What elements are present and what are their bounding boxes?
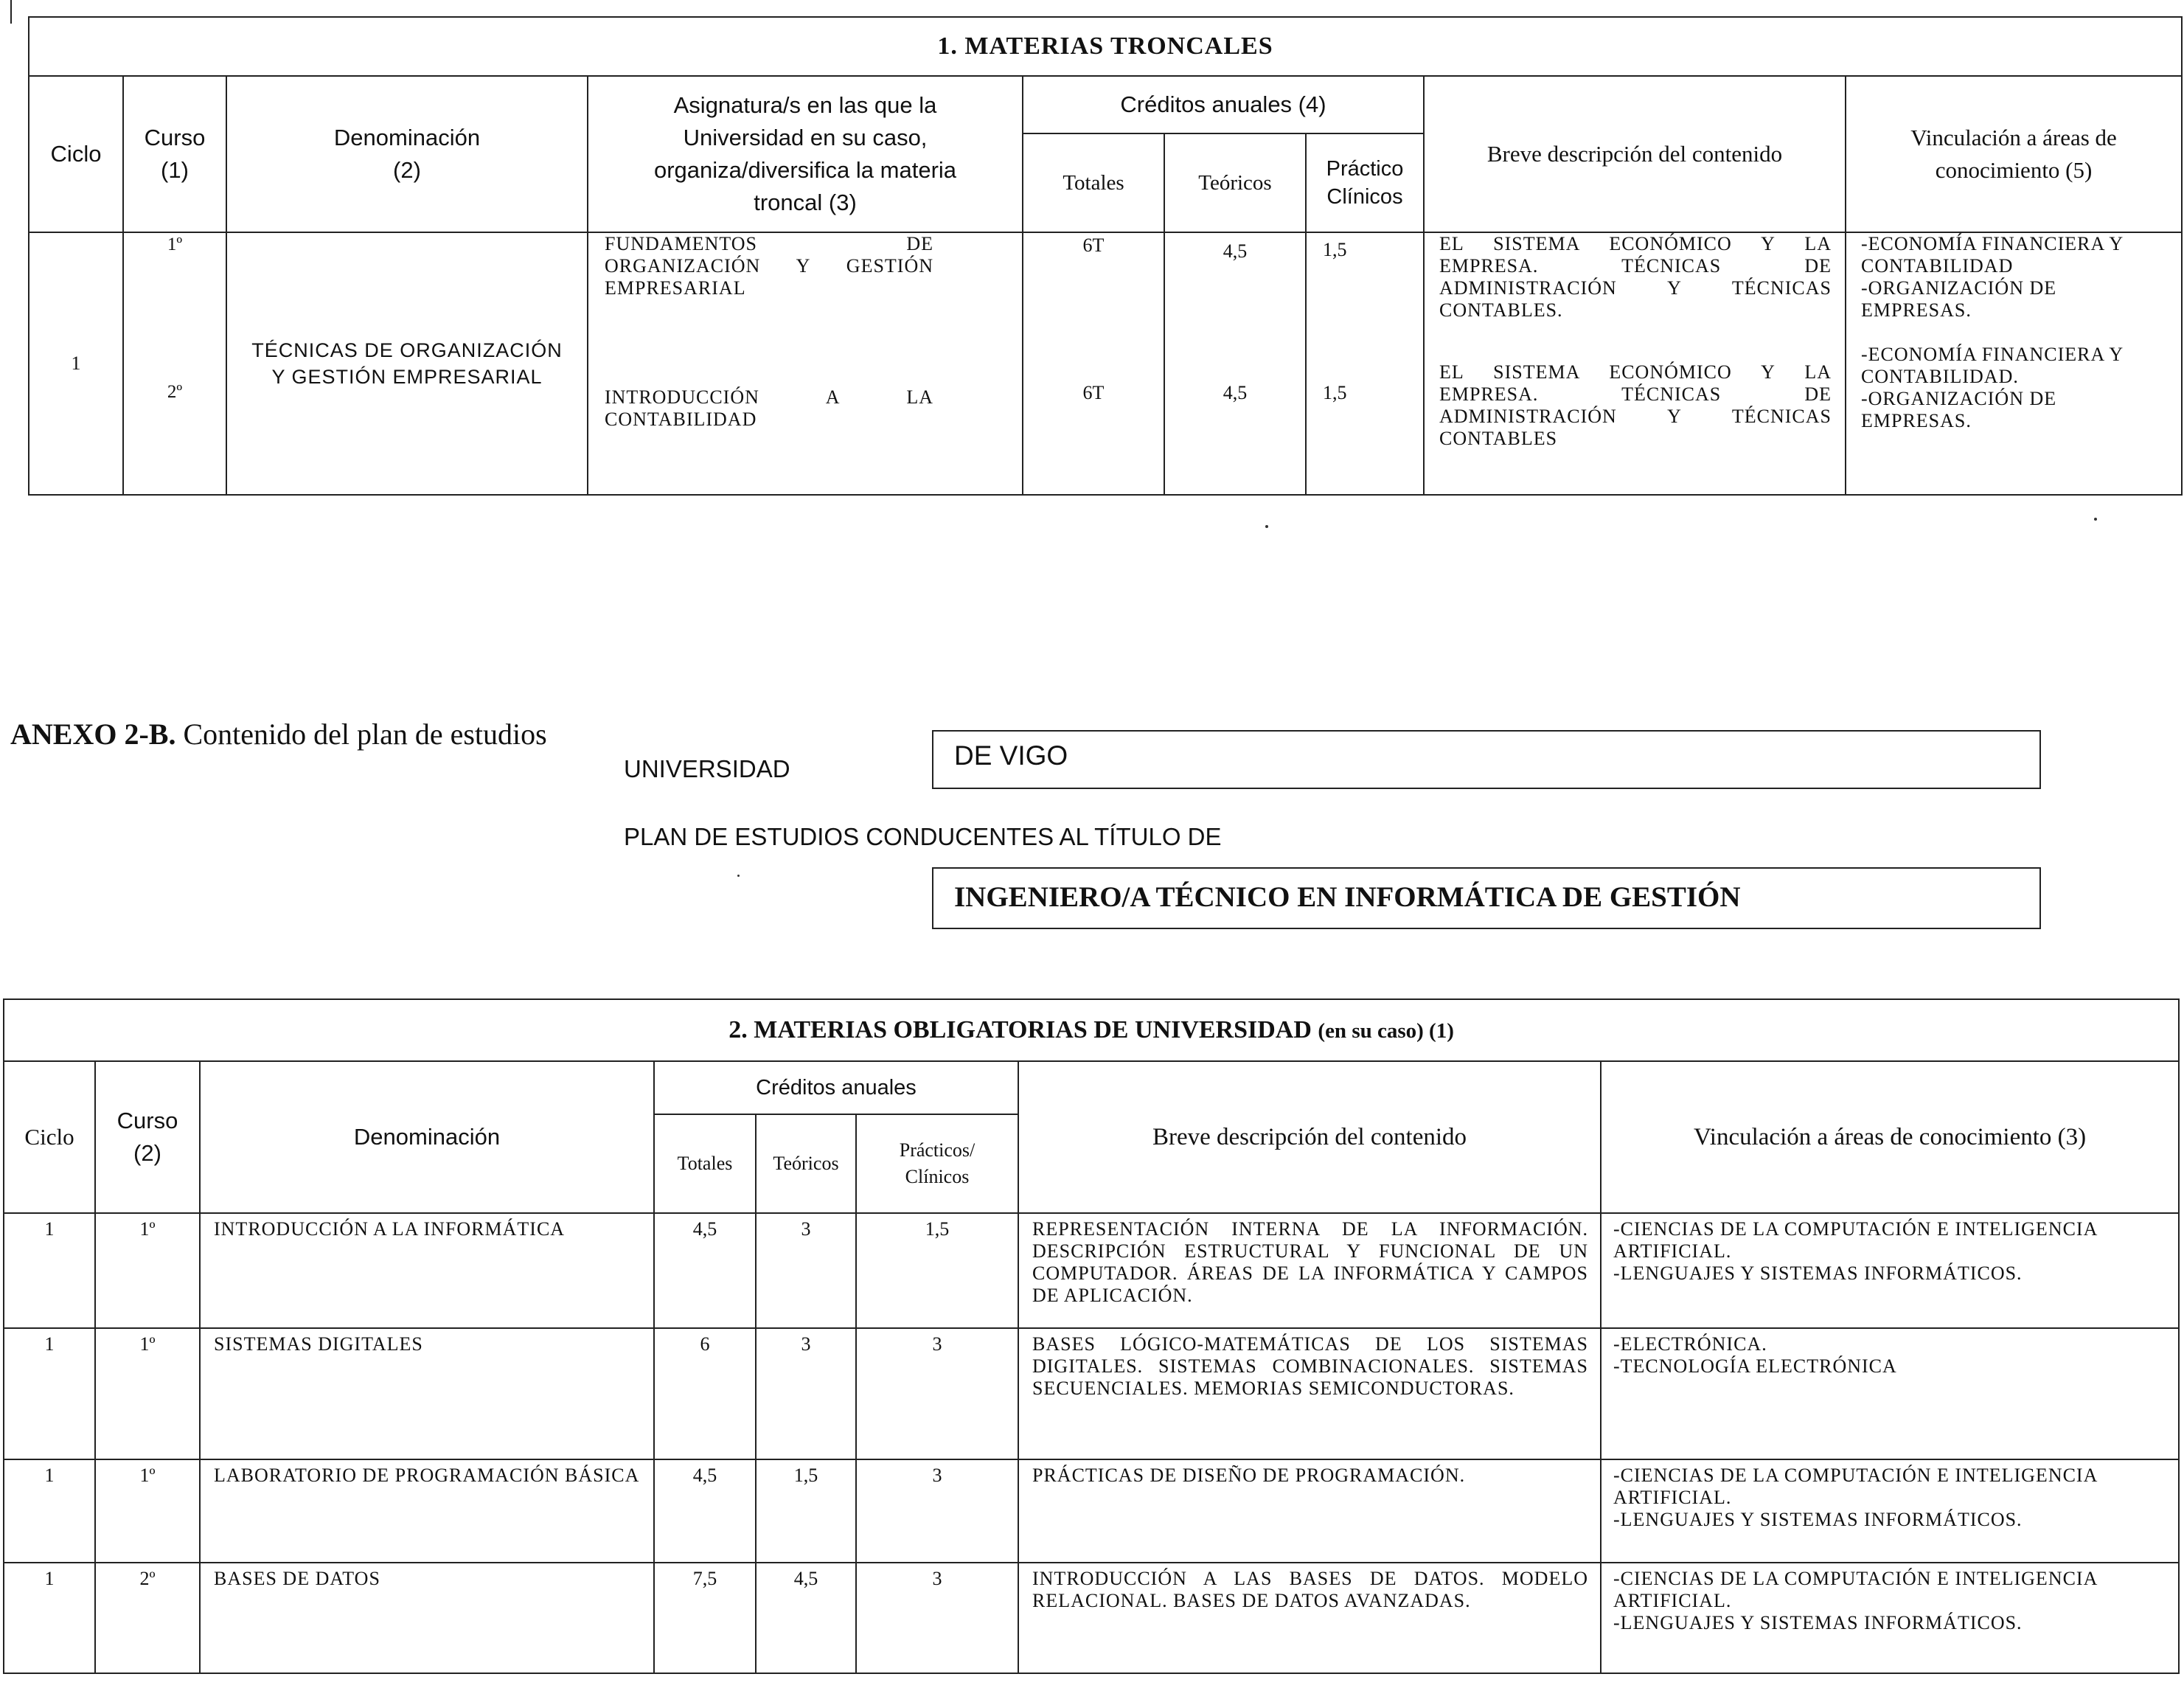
- header-creditos-anuales: Créditos anuales: [654, 1061, 1018, 1114]
- header-teoricos: Teóricos: [1164, 133, 1306, 232]
- sub1-asignatura: FUNDAMENTOS DE ORGANIZACIÓN Y GESTIÓN EMPRESARIAL: [605, 233, 933, 299]
- row-vinculacion: -CIENCIAS DE LA COMPUTACIÓN E INTELIGENCIA ARTIFICIAL. -LENGUAJES Y SISTEMAS INFORMÁTICOS.: [1601, 1213, 2179, 1328]
- row-denominacion: TÉCNICAS DE ORGANIZACIÓN Y GESTIÓN EMPRESARIAL: [226, 232, 588, 495]
- header-curso: Curso (2): [95, 1061, 200, 1213]
- table2-title: [4, 999, 2179, 1061]
- header-denominacion: Denominación (2): [226, 76, 588, 232]
- row-curso: 1º: [95, 1328, 200, 1459]
- materias-obligatorias-table: [3, 998, 2180, 1674]
- row-practicos: 3: [856, 1328, 1018, 1459]
- sub1-descripcion: EL SISTEMA ECONÓMICO Y LA EMPRESA. TÉCNICAS DE ADMINISTRACIÓN Y TÉCNICAS CONTABLES.: [1439, 233, 1832, 321]
- table2-title-main: 2. MATERIAS OBLIGATORIAS DE UNIVERSIDAD: [728, 1016, 1312, 1043]
- row-totales: 7,5: [654, 1563, 756, 1673]
- header-ciclo: Ciclo: [4, 1061, 95, 1213]
- header-denominacion: Denominación: [200, 1061, 654, 1213]
- table-row: [4, 1563, 2179, 1673]
- plan-label: PLAN DE ESTUDIOS CONDUCENTES AL TÍTULO DE: [624, 823, 1222, 850]
- row-descripcion: PRÁCTICAS DE DISEÑO DE PROGRAMACIÓN.: [1018, 1459, 1601, 1563]
- universidad-value: DE VIGO: [954, 740, 1068, 771]
- universidad-box: [932, 730, 2041, 789]
- row-ciclo: 1: [4, 1563, 95, 1673]
- row-totales: 4,5: [654, 1213, 756, 1328]
- row-vinculacion: -CIENCIAS DE LA COMPUTACIÓN E INTELIGENCIA ARTIFICIAL. -LENGUAJES Y SISTEMAS INFORMÁTICOS.: [1601, 1563, 2179, 1673]
- row-teoricos: 3: [756, 1213, 856, 1328]
- header-ciclo: Ciclo: [29, 76, 123, 232]
- header-vinculacion: Vinculación a áreas de conocimiento (3): [1601, 1061, 2179, 1213]
- sub1-teoricos: 4,5: [1223, 240, 1248, 262]
- row-practicos: 1,5: [856, 1213, 1018, 1328]
- header-asignatura: Asignatura/s en las que la Universidad en su caso, organiza/diversifica la materia troncal (3): [588, 76, 1023, 232]
- sub2-totales: 6T: [1082, 382, 1105, 403]
- speck: [1265, 525, 1268, 528]
- sub2-teoricos: 4,5: [1223, 382, 1248, 403]
- row-denominacion: INTRODUCCIÓN A LA INFORMÁTICA: [200, 1213, 654, 1328]
- header-totales: Totales: [1023, 133, 1164, 232]
- row-practicos: 3: [856, 1563, 1018, 1673]
- sub2-asignatura: INTRODUCCIÓN A LA CONTABILIDAD: [605, 386, 933, 430]
- row-ciclo: 1: [4, 1213, 95, 1328]
- table-row: [4, 1213, 2179, 1328]
- row-teoricos: 1,5: [756, 1459, 856, 1563]
- sub1-practicos: 1,5: [1323, 239, 1347, 260]
- row-ciclo: 1: [4, 1328, 95, 1459]
- table2-title-suffix: (en su caso) (1): [1318, 1019, 1454, 1043]
- table-row: [4, 1328, 2179, 1459]
- universidad-label: UNIVERSIDAD: [624, 755, 790, 782]
- sub2-descripcion: EL SISTEMA ECONÓMICO Y LA EMPRESA. TÉCNICAS DE ADMINISTRACIÓN Y TÉCNICAS CONTABLES: [1439, 361, 1832, 449]
- row-denominacion: BASES DE DATOS: [200, 1563, 654, 1673]
- header-descripcion: Breve descripción del contenido: [1424, 76, 1846, 232]
- header-descripcion: Breve descripción del contenido: [1018, 1061, 1601, 1213]
- row-curso: 2º: [95, 1563, 200, 1673]
- row-teoricos: 3: [756, 1328, 856, 1459]
- header-practicos: Práctico Clínicos: [1306, 133, 1424, 232]
- row-vinculacion: -ELECTRÓNICA. -TECNOLOGÍA ELECTRÓNICA: [1601, 1328, 2179, 1459]
- sub2-curso: 2º: [167, 382, 183, 402]
- margin-tick-mark: [10, 0, 12, 24]
- row-curso: 1º: [95, 1459, 200, 1563]
- anexo-subtitle: Contenido del plan de estudios: [175, 718, 547, 751]
- header-vinculacion: Vinculación a áreas de conocimiento (5): [1846, 76, 2182, 232]
- header-totales: Totales: [654, 1114, 756, 1213]
- table1-title: 1. MATERIAS TRONCALES: [29, 17, 2182, 76]
- sub1-vinculacion: -ECONOMÍA FINANCIERA Y CONTABILIDAD -ORGANIZACIÓN DE EMPRESAS.: [1861, 233, 2124, 321]
- header-teoricos: Teóricos: [756, 1114, 856, 1213]
- row-teoricos: 4,5: [756, 1563, 856, 1673]
- row-vinculacion: -CIENCIAS DE LA COMPUTACIÓN E INTELIGENCIA ARTIFICIAL. -LENGUAJES Y SISTEMAS INFORMÁTICOS.: [1601, 1459, 2179, 1563]
- row-ciclo: 1: [29, 232, 123, 495]
- titulo-box: [932, 867, 2041, 929]
- header-curso: Curso (1): [123, 76, 226, 232]
- row-denominacion: LABORATORIO DE PROGRAMACIÓN BÁSICA: [200, 1459, 654, 1563]
- row-practicos: 3: [856, 1459, 1018, 1563]
- titulo-value: INGENIERO/A TÉCNICO EN INFORMÁTICA DE GESTIÓN: [954, 881, 1741, 913]
- sub2-practicos: 1,5: [1323, 382, 1347, 403]
- sub1-totales: 6T: [1082, 235, 1105, 256]
- row-descripcion: INTRODUCCIÓN A LAS BASES DE DATOS. MODELO RELACIONAL. BASES DE DATOS AVANZADAS.: [1018, 1563, 1601, 1673]
- materias-troncales-table: [28, 16, 2183, 496]
- row-totales: 4,5: [654, 1459, 756, 1563]
- row-ciclo: 1: [4, 1459, 95, 1563]
- row-denominacion: SISTEMAS DIGITALES: [200, 1328, 654, 1459]
- speck: [737, 875, 740, 877]
- anexo-label: ANEXO 2-B.: [10, 718, 176, 751]
- row-descripcion: REPRESENTACIÓN INTERNA DE LA INFORMACIÓN. DESCRIPCIÓN ESTRUCTURAL Y FUNCIONAL DE UN COMPUTADOR. ÁREAS DE LA INFORMÁTICA Y CAMPOS DE APLICACIÓN.: [1018, 1213, 1601, 1328]
- row-totales: 6: [654, 1328, 756, 1459]
- sub2-vinculacion: -ECONOMÍA FINANCIERA Y CONTABILIDAD. -ORGANIZACIÓN DE EMPRESAS.: [1861, 344, 2124, 431]
- anexo-heading: [10, 717, 547, 751]
- row-curso: 1º: [95, 1213, 200, 1328]
- row-descripcion: BASES LÓGICO-MATEMÁTICAS DE LOS SISTEMAS DIGITALES. SISTEMAS COMBINACIONALES. SISTEMAS SECUENCIALES. MEMORIAS SEMICONDUCTORAS.: [1018, 1328, 1601, 1459]
- table-row: [4, 1459, 2179, 1563]
- header-practicos: Prácticos/ Clínicos: [856, 1114, 1018, 1213]
- header-creditos-anuales: Créditos anuales (4): [1023, 76, 1424, 133]
- speck: [2094, 518, 2097, 521]
- sub1-curso: 1º: [167, 235, 183, 254]
